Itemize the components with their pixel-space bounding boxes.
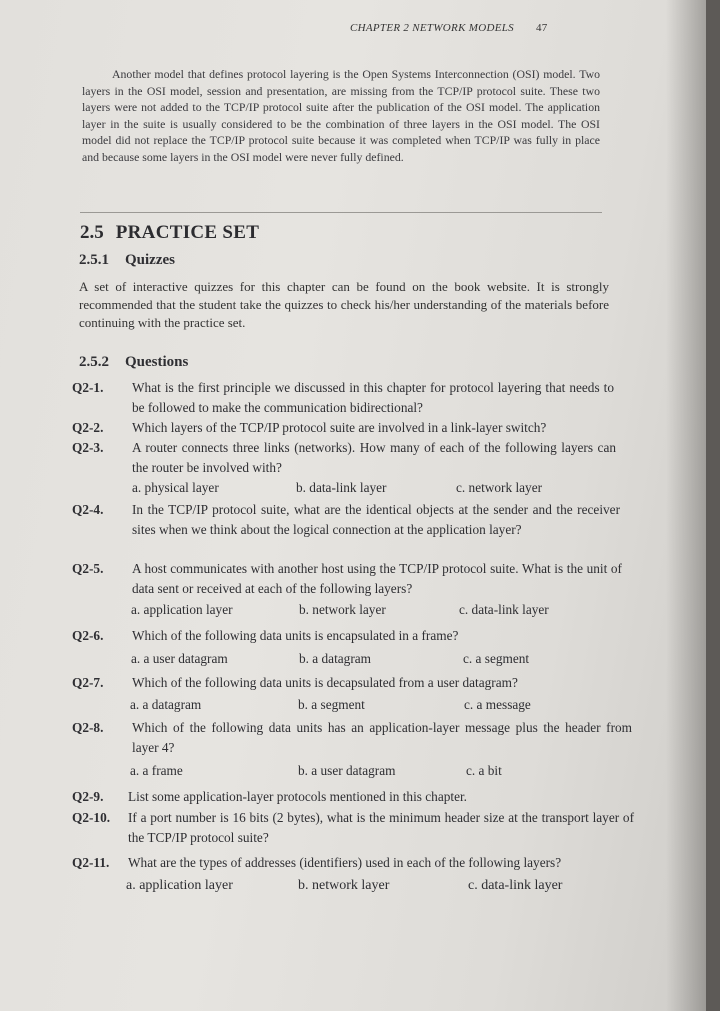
practice-set-heading (80, 222, 259, 244)
question-text: A router connects three links (networks). How many of each of the following layers can the router be involved with? (132, 440, 616, 475)
question-number: Q2-1. (72, 380, 104, 395)
subsection-number: 2.5.2 (79, 354, 109, 370)
intro-paragraph: Another model that defines protocol layering is the Open Systems Interconnection (OSI) model. Two layers in the OSI model, session and presentation, are missing from the TCP/IP protocol suite. These two layers were not added to the TCP/IP protocol suite after the publication of the OSI model. The application layer in the suite is usually considered to be the combination of three layers in the OSI model. The OSI model did not replace the TCP/IP protocol suite because it was completed when TCP/IP was fully in place and because some layers in the OSI model were never fully defined. (82, 67, 600, 164)
question-number: Q2-9. (72, 789, 104, 804)
question-number: Q2-10. (72, 810, 111, 825)
question-text: What are the types of addresses (identifiers) used in each of the following layers? (128, 855, 562, 870)
question-number: Q2-3. (72, 440, 104, 455)
option-c: c. data-link layer (468, 878, 563, 893)
option-c: c. a message (464, 697, 531, 712)
subsection-title: Questions (125, 354, 189, 370)
page-number: 47 (535, 22, 548, 34)
question-number: Q2-11. (72, 855, 110, 870)
option-a: a. a frame (130, 763, 183, 778)
question-number: Q2-4. (72, 502, 104, 517)
option-b: b. network layer (298, 878, 390, 893)
running-header (350, 22, 548, 34)
page-curl-shadow (666, 0, 706, 1011)
question-text: List some application-layer protocols mentioned in this chapter. (128, 789, 467, 804)
option-a: a. application layer (131, 602, 233, 617)
question-text: Which layers of the TCP/IP protocol suite are involved in a link-layer switch? (132, 420, 547, 435)
subsection-title: Quizzes (125, 252, 175, 268)
question-text: What is the first principle we discussed in this chapter for protocol layering that needs to be followed to make the communication bidirectional? (132, 380, 614, 415)
option-a: a. a user datagram (131, 651, 228, 666)
question-number: Q2-8. (72, 720, 104, 735)
option-a: a. application layer (126, 878, 233, 893)
question-number: Q2-2. (72, 420, 104, 435)
option-b: b. a segment (298, 697, 365, 712)
question-text: A host communicates with another host using the TCP/IP protocol suite. What is the unit of data sent or received at each of the following layers? (132, 561, 622, 596)
subsection-number: 2.5.1 (79, 252, 109, 268)
option-c: c. network layer (456, 480, 543, 495)
question-text: Which of the following data units is encapsulated in a frame? (132, 628, 459, 643)
option-b: b. data-link layer (296, 480, 387, 495)
quizzes-heading (79, 252, 175, 269)
question-text: Which of the following data units has an application-layer message plus the header from layer 4? (132, 720, 632, 755)
option-c: c. a segment (463, 651, 530, 666)
section-divider (80, 212, 602, 213)
question-number: Q2-6. (72, 628, 104, 643)
question-text: If a port number is 16 bits (2 bytes), what is the minimum header size at the transport layer of the TCP/IP protocol suite? (128, 810, 634, 845)
option-b: b. a datagram (299, 651, 371, 666)
section-title: PRACTICE SET (115, 222, 260, 243)
question-number: Q2-5. (72, 561, 104, 576)
question-text: In the TCP/IP protocol suite, what are the identical objects at the sender and the receiver sites when we think about the logical connection at the application layer? (132, 502, 620, 537)
option-c: c. data-link layer (459, 602, 549, 617)
question-number: Q2-7. (72, 675, 104, 690)
question-text: Which of the following data units is decapsulated from a user datagram? (132, 675, 518, 690)
option-c: c. a bit (466, 763, 502, 778)
option-a: a. a datagram (130, 697, 202, 712)
option-a: a. physical layer (132, 480, 219, 495)
questions-heading (79, 354, 188, 371)
running-title: CHAPTER 2 NETWORK MODELS (350, 22, 514, 34)
section-number: 2.5 (80, 222, 104, 243)
option-b: b. network layer (299, 602, 386, 617)
quizzes-paragraph: A set of interactive quizzes for this chapter can be found on the book website. It is strongly recommended that the student take the quizzes to check his/her understanding of the materials before continuing with the practice set. (79, 279, 609, 330)
option-b: b. a user datagram (298, 763, 396, 778)
